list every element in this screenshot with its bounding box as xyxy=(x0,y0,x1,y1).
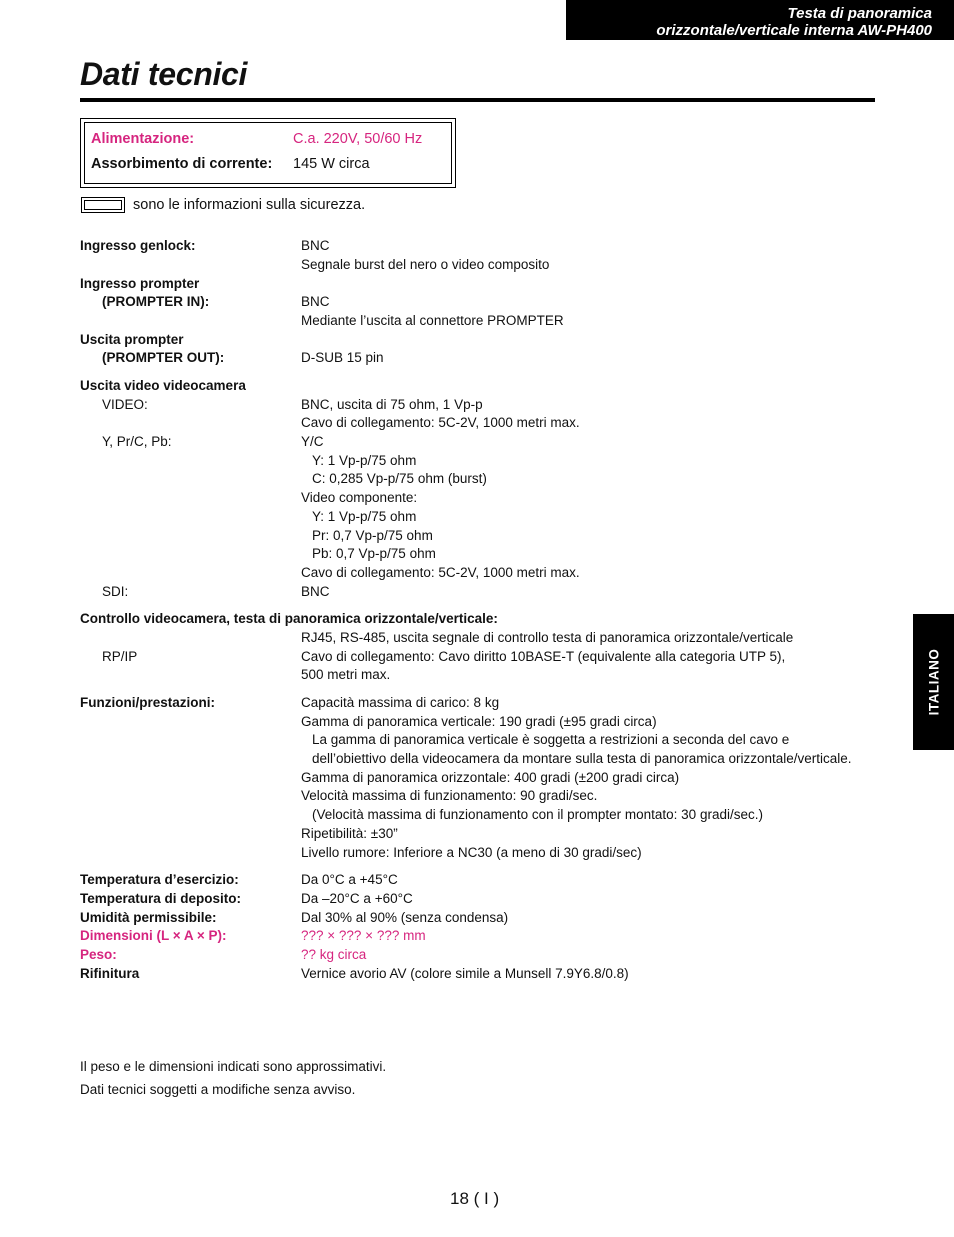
spec-value: Gamma di panoramica orizzontale: 400 gradi (±200 gradi circa) xyxy=(301,770,680,785)
spec-value: Cavo di collegamento: Cavo diritto 10BASE-T (equivalente alla categoria UTP 5), xyxy=(301,649,786,664)
spec-value: dell’obiettivo della videocamera da montare sulla testa di panoramica orizzontale/verticale. xyxy=(312,751,852,766)
consumption-value: 145 W circa xyxy=(293,156,370,172)
consumption-label: Assorbimento di corrente: xyxy=(91,156,273,172)
spec-label: SDI: xyxy=(102,584,129,599)
safety-box xyxy=(80,118,456,188)
consumption-row xyxy=(91,156,370,172)
language-side-tab xyxy=(913,614,954,750)
header-line-2: orizzontale/verticale interna AW-PH400 xyxy=(656,22,932,39)
safety-legend-text: sono le informazioni sulla sicurezza. xyxy=(133,197,366,213)
spec-label: Rifinitura xyxy=(80,966,140,981)
spec-value: Y: 1 Vp-p/75 ohm xyxy=(312,453,417,468)
spec-value: Y/C xyxy=(301,434,324,449)
spec-value: 500 metri max. xyxy=(301,667,391,682)
spec-value: Gamma di panoramica verticale: 190 gradi (±95 gradi circa) xyxy=(301,714,657,729)
spec-label: Temperatura di deposito: xyxy=(80,891,242,906)
spec-value: BNC xyxy=(301,238,330,253)
spec-label-dimensions: Dimensioni (L × A × P): xyxy=(80,928,227,943)
spec-label: Y, Pr/C, Pb: xyxy=(102,434,172,449)
spec-value: La gamma di panoramica verticale è soggetta a restrizioni a seconda del cavo e xyxy=(312,732,790,747)
page-title: Dati tecnici xyxy=(80,56,248,92)
spec-label: (PROMPTER IN): xyxy=(102,294,210,309)
spec-value: Livello rumore: Inferiore a NC30 (a meno di 30 gradi/sec) xyxy=(301,845,642,860)
spec-value: BNC, uscita di 75 ohm, 1 Vp-p xyxy=(301,397,483,412)
spec-value: Ripetibilità: ±30” xyxy=(301,826,398,841)
spec-value: Y: 1 Vp-p/75 ohm xyxy=(312,509,417,524)
spec-value: C: 0,285 Vp-p/75 ohm (burst) xyxy=(312,471,487,486)
spec-value-weight: ?? kg circa xyxy=(301,947,367,962)
spec-value: D-SUB 15 pin xyxy=(301,350,384,365)
footnote: Il peso e le dimensioni indicati sono approssimativi. xyxy=(80,1059,387,1074)
spec-value: Segnale burst del nero o video composito xyxy=(301,257,550,272)
spec-value: BNC xyxy=(301,294,330,309)
power-label: Alimentazione: xyxy=(91,131,195,147)
spec-value: Dal 30% al 90% (senza condensa) xyxy=(301,910,509,925)
spec-value: Video componente: xyxy=(301,490,418,505)
language-side-tab-label: ITALIANO xyxy=(926,648,941,716)
spec-label: Umidità permissibile: xyxy=(80,910,217,925)
header-band xyxy=(566,0,954,40)
spec-label: Funzioni/prestazioni: xyxy=(80,695,215,710)
title-rule xyxy=(80,98,875,102)
spec-label-weight: Peso: xyxy=(80,947,117,962)
spec-value: Velocità massima di funzionamento: 90 gradi/sec. xyxy=(301,788,598,803)
spec-value: RJ45, RS-485, uscita segnale di controllo testa di panoramica orizzontale/verticale xyxy=(301,630,794,645)
power-row xyxy=(91,131,423,147)
spec-label: (PROMPTER OUT): xyxy=(102,350,225,365)
spec-value: Vernice avorio AV (colore simile a Munsell 7.9Y6.8/0.8) xyxy=(301,966,629,981)
spec-value: Pb: 0,7 Vp-p/75 ohm xyxy=(312,546,436,561)
spec-label: Ingresso genlock: xyxy=(80,238,196,253)
footnote: Dati tecnici soggetti a modifiche senza avviso. xyxy=(80,1082,356,1097)
spec-value: Capacità massima di carico: 8 kg xyxy=(301,695,500,710)
spec-value: (Velocità massima di funzionamento con il prompter montato: 30 gradi/sec.) xyxy=(312,807,763,822)
spec-value: Cavo di collegamento: 5C-2V, 1000 metri max. xyxy=(301,415,580,430)
spec-value: Pr: 0,7 Vp-p/75 ohm xyxy=(312,528,433,543)
spec-value-dimensions: ??? × ??? × ??? mm xyxy=(301,928,426,943)
spec-label: Ingresso prompter xyxy=(80,276,200,291)
spec-label: VIDEO: xyxy=(102,397,148,412)
page-number: 18 ( I ) xyxy=(450,1189,500,1208)
spec-value: Da 0°C a +45°C xyxy=(301,872,398,887)
header-line-1: Testa di panoramica xyxy=(787,5,932,22)
power-value: C.a. 220V, 50/60 Hz xyxy=(293,131,423,147)
spec-value: BNC xyxy=(301,584,330,599)
spec-value: Cavo di collegamento: 5C-2V, 1000 metri max. xyxy=(301,565,580,580)
spec-label: Uscita video videocamera xyxy=(80,378,246,393)
spec-value: Mediante l’uscita al connettore PROMPTER xyxy=(301,313,564,328)
spec-value: Da –20°C a +60°C xyxy=(301,891,413,906)
safety-legend-swatch xyxy=(81,197,125,213)
spec-label: Controllo videocamera, testa di panoramica orizzontale/verticale: xyxy=(80,611,498,626)
spec-label: Uscita prompter xyxy=(80,332,184,347)
spec-label: Temperatura d’esercizio: xyxy=(80,872,239,887)
spec-label: RP/IP xyxy=(102,649,138,664)
